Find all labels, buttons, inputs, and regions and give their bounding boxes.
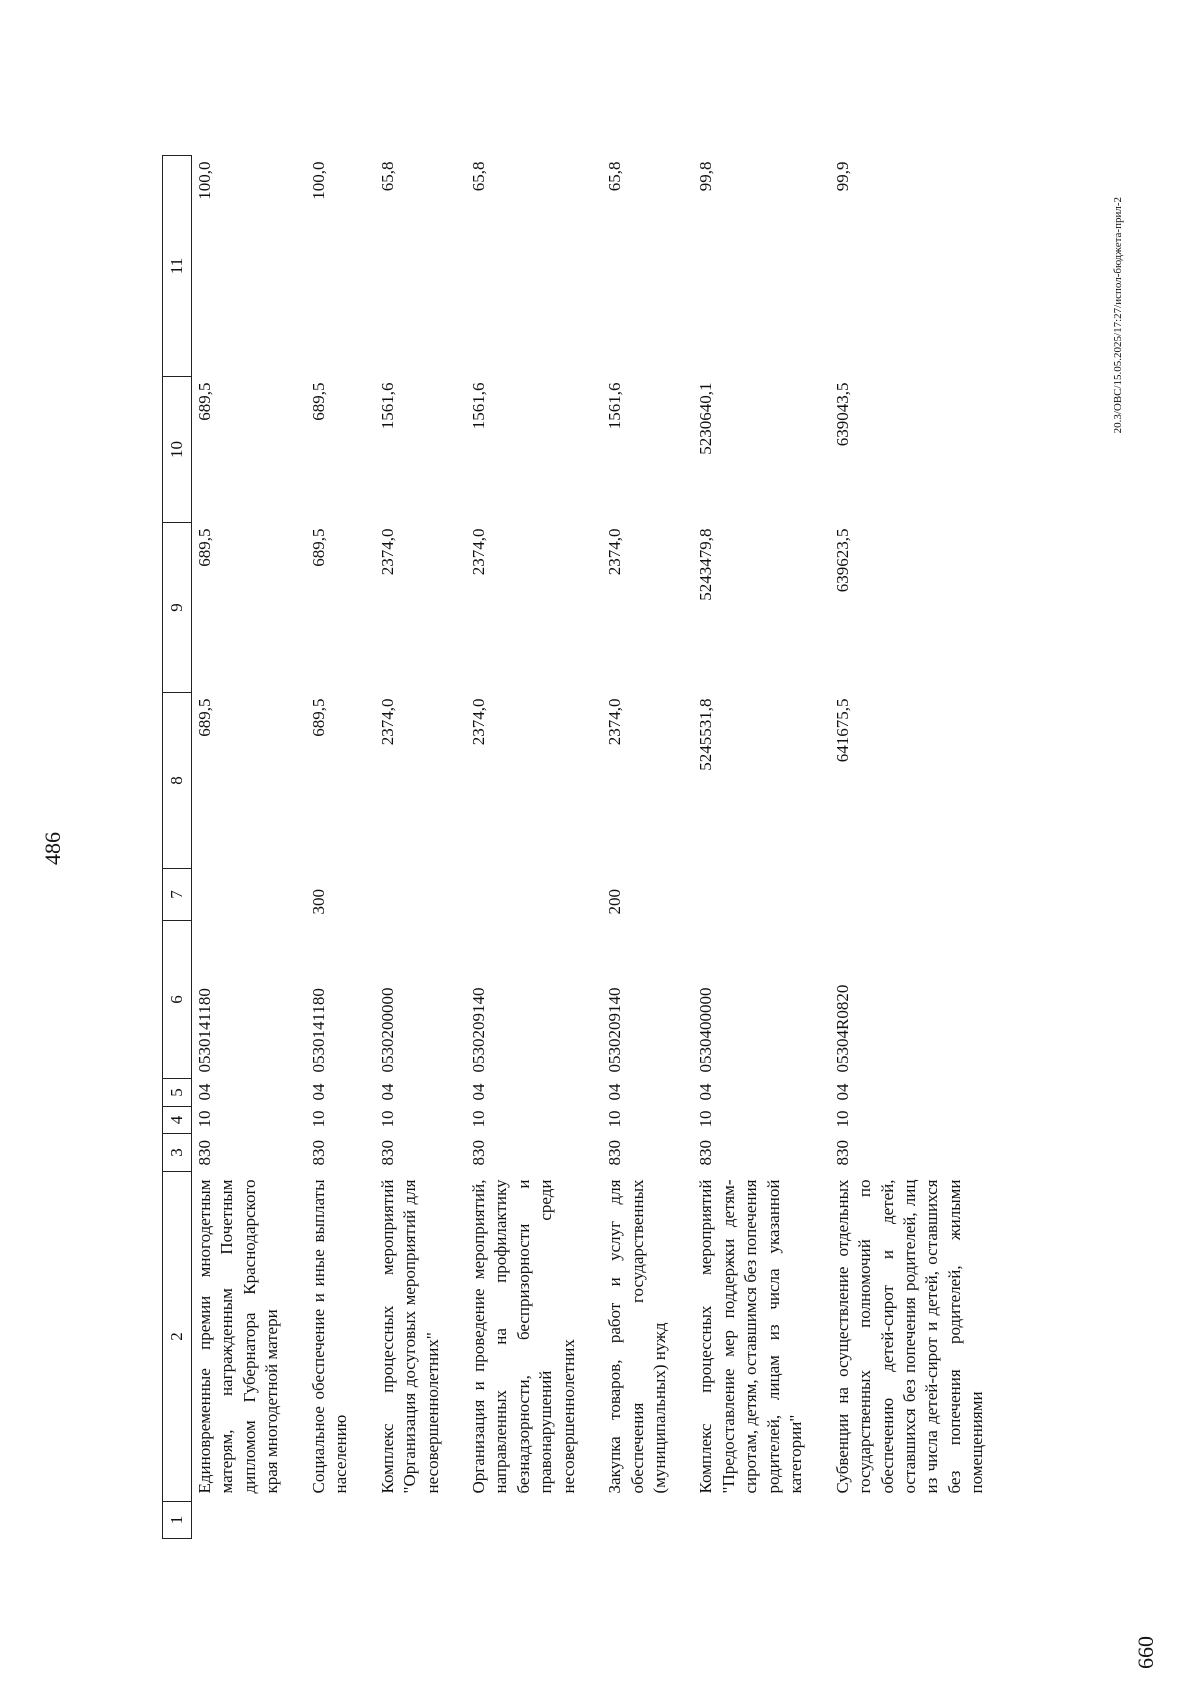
cell-col-8: 2374,0: [468, 698, 488, 746]
row-number-cell: [600, 1502, 691, 1539]
cell-col-4: 10: [605, 1110, 625, 1128]
cell-col-4: 10: [832, 1110, 852, 1128]
table-row: [600, 156, 691, 1539]
cell-col-8: 641675,5: [832, 698, 852, 763]
cell-col-8: 5245531,8: [696, 698, 716, 771]
sheet-number: 660: [1133, 1636, 1158, 1669]
row-number-cell: [304, 1502, 373, 1539]
cell-col-6: 0530141180: [195, 988, 214, 1073]
cell-col-6: 05304R0820: [832, 984, 852, 1073]
table-row: [304, 156, 373, 1539]
cell-col-3: 830: [468, 1140, 488, 1166]
cell-col-5: 04: [832, 1083, 852, 1101]
cell-col-11: 65,8: [377, 161, 397, 192]
cell-col-5: 04: [308, 1083, 328, 1101]
table-body: [192, 156, 1009, 1539]
row-number-cell: [691, 1502, 827, 1539]
cell-col-5: 04: [696, 1083, 716, 1101]
cell-col-6: 0530400000: [696, 987, 716, 1073]
column-header-8: 8: [163, 693, 192, 869]
row-number-cell: [828, 1502, 1009, 1539]
cell-col-7: 300: [308, 889, 328, 915]
cell-col-4: 10: [308, 1110, 328, 1128]
cell-col-9: 2374,0: [468, 528, 488, 576]
column-header-9: 9: [163, 523, 192, 693]
cell-col-3: 830: [195, 1140, 214, 1166]
cell-col-10: 1561,6: [377, 382, 397, 430]
cell-col-4: 10: [468, 1110, 488, 1128]
column-header-6: 6: [163, 921, 192, 1079]
column-header-7: 7: [163, 869, 192, 921]
table-header-row: [163, 156, 192, 1539]
cell-col-3: 830: [832, 1140, 852, 1166]
cell-col-5: 04: [377, 1083, 397, 1101]
cell-col-3: 830: [605, 1140, 625, 1166]
column-header-3: 3: [163, 1134, 192, 1172]
cell-col-9: 2374,0: [605, 528, 625, 576]
column-header-4: 4: [163, 1107, 192, 1134]
cell-col-10: 1561,6: [605, 382, 625, 430]
cell-col-9: 5243479,8: [696, 528, 716, 601]
cell-col-9: 639623,5: [832, 528, 852, 593]
column-header-2: 2: [163, 1172, 192, 1502]
cell-col-9: 689,5: [195, 528, 214, 567]
cell-col-6: 0530141180: [308, 988, 328, 1073]
cell-col-8: 689,5: [195, 698, 214, 737]
page-header-number: 486: [40, 832, 65, 865]
cell-col-3: 830: [377, 1140, 397, 1166]
cell-col-8: 689,5: [308, 698, 328, 737]
cell-col-11: 99,8: [696, 161, 716, 192]
cell-col-10: 689,5: [308, 382, 328, 421]
cell-col-6: 0530209140: [605, 987, 625, 1073]
cell-col-8: 2374,0: [377, 698, 397, 746]
column-header-11: 11: [163, 156, 192, 377]
cell-col-11: 99,9: [832, 161, 852, 192]
cell-col-4: 10: [377, 1110, 397, 1128]
cell-col-3: 830: [696, 1140, 716, 1166]
table-row: [464, 156, 600, 1539]
cell-col-11: 65,8: [468, 161, 488, 192]
cell-col-4: 10: [696, 1110, 716, 1128]
row-number-cell: [464, 1502, 600, 1539]
cell-col-7: [464, 869, 600, 921]
cell-col-10: 5230640,1: [696, 382, 716, 455]
document-code: 20.3/ОВС/15.05.2025/17:27/испол-бюджета-прил-2: [1112, 197, 1124, 434]
cell-col-11: 100,0: [195, 161, 214, 200]
cell-col-8: 2374,0: [605, 698, 625, 746]
row-description: Социальное обеспечение и иные выплаты населению: [308, 1179, 351, 1494]
cell-col-9: 2374,0: [377, 528, 397, 576]
row-description: Субвенции на осуществление отдельных государственных полномочий по обеспечению детей-сирот и детей, оставшихся без попечения родителей, лиц из числа детей-сирот и детей, оставшихся без попечения родителей, жилыми помещениями: [832, 1179, 987, 1494]
cell-col-9: 689,5: [308, 528, 328, 567]
table-row: [192, 156, 304, 1539]
cell-col-6: 0530209140: [468, 987, 488, 1073]
cell-col-11: 100,0: [308, 161, 328, 200]
column-header-5: 5: [163, 1079, 192, 1107]
cell-col-5: 04: [605, 1083, 625, 1101]
row-description: Единовременные премии многодетным матерям, награжденным Почетным дипломом Губернатора Краснодарского края многодетной матери: [195, 1179, 282, 1494]
cell-col-5: 04: [468, 1083, 488, 1101]
budget-table: [162, 155, 1009, 1539]
column-header-1: 1: [163, 1502, 192, 1539]
row-number-cell: [192, 1502, 304, 1539]
row-description: Закупка товаров, работ и услуг для обеспечения государственных (муниципальных) нужд: [605, 1179, 669, 1494]
cell-col-10: 689,5: [195, 382, 214, 421]
table-row: [373, 156, 464, 1539]
row-description: Организация и проведение мероприятий, направленных на профилактику безнадзорности, беспризорности и правонарушений среди несовершеннолетних: [468, 1179, 578, 1494]
cell-col-7: [691, 869, 827, 921]
row-description: Комплекс процессных мероприятий "Предоставление мер поддержки детям-сиротам, детям, оставшимся без попечения родителей, лицам из числа указанной категории": [696, 1179, 806, 1494]
column-header-10: 10: [163, 377, 192, 523]
cell-col-5: 04: [195, 1083, 214, 1101]
table-row: [828, 156, 1009, 1539]
cell-col-3: 830: [308, 1140, 328, 1166]
cell-col-10: 1561,6: [468, 382, 488, 430]
cell-col-6: 0530200000: [377, 987, 397, 1073]
cell-col-7: [373, 869, 464, 921]
table-row: [691, 156, 827, 1539]
cell-col-11: 65,8: [605, 161, 625, 192]
row-number-cell: [373, 1502, 464, 1539]
row-description: Комплекс процессных мероприятий "Организация досуговых мероприятий для несовершеннолетних": [377, 1179, 442, 1494]
cell-col-7: [828, 869, 1009, 921]
cell-col-7: [192, 869, 304, 921]
cell-col-7: 200: [605, 889, 625, 915]
cell-col-4: 10: [195, 1110, 214, 1128]
cell-col-10: 639043,5: [832, 382, 852, 447]
